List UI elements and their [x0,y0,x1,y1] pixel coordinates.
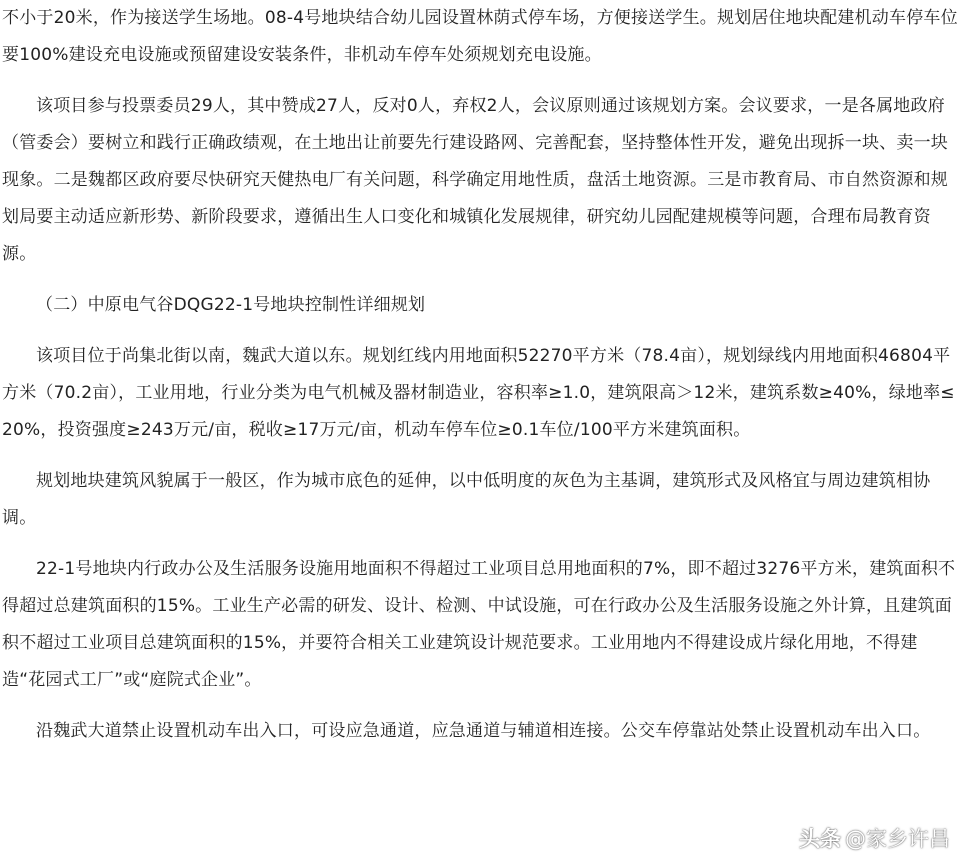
paragraph-1: 不小于20米，作为接送学生场地。08-4号地块结合幼儿园设置林荫式停车场，方便接送学生。规划居住地块配建机动车停车位要100%建设充电设施或预留建设安装条件，非机动车停车处须规划充电设施。 [2,8,958,65]
section-heading: （二）中原电气谷DQG22-1号地块控制性详细规划 [36,295,426,315]
watermark-handle: @家乡许昌 [845,827,950,851]
paragraph-6: 沿魏武大道禁止设置机动车出入口，可设应急通道，应急通道与辅道相连接。公交车停靠站处禁止设置机动车出入口。 [36,721,931,741]
watermark-brand: 头条 [799,827,841,851]
paragraph-5: 22-1号地块内行政办公及生活服务设施用地面积不得超过工业项目总用地面积的7%，即不超过3276平方米，建筑面积不得超过总建筑面积的15%。工业生产必需的研发、设计、检测、中试设施，可在行政办公及生活服务设施之外计算，且建筑面积不超过工业项目总建筑面积的15%，并要符合相关工业建筑设计规范要求。工业用地内不得建设成片绿化用地，不得建造“花园式工厂”或“庭院式企业”。 [2,559,956,690]
watermark [799,823,950,853]
paragraph-2: 该项目参与投票委员29人，其中赞成27人，反对0人，弃权2人，会议原则通过该规划方案。会议要求，一是各属地政府（管委会）要树立和践行正确政绩观，在土地出让前要先行建设路网、完善配套，坚持整体性开发，避免出现拆一块、卖一块现象。二是魏都区政府要尽快研究天健热电厂有关问题，科学确定用地性质，盘活土地资源。三是市教育局、市自然资源和规划局要主动适应新形势、新阶段要求，遵循出生人口变化和城镇化发展规律，研究幼儿园配建规模等问题，合理布局教育资源。 [2,96,948,264]
paragraph-4: 规划地块建筑风貌属于一般区，作为城市底色的延伸，以中低明度的灰色为主基调，建筑形式及风格宜与周边建筑相协调。 [2,471,931,528]
paragraph-3: 该项目位于尚集北街以南，魏武大道以东。规划红线内用地面积52270平方米（78.4亩），规划绿线内用地面积46804平方米（70.2亩），工业用地，行业分类为电气机械及器材制造业，容积率≥1.0，建筑限高＞12米，建筑系数≥40%，绿地率≤20%，投资强度≥243万元/亩，税收≥17万元/亩，机动车停车位≥0.1车位/100平方米建筑面积。 [2,346,955,440]
